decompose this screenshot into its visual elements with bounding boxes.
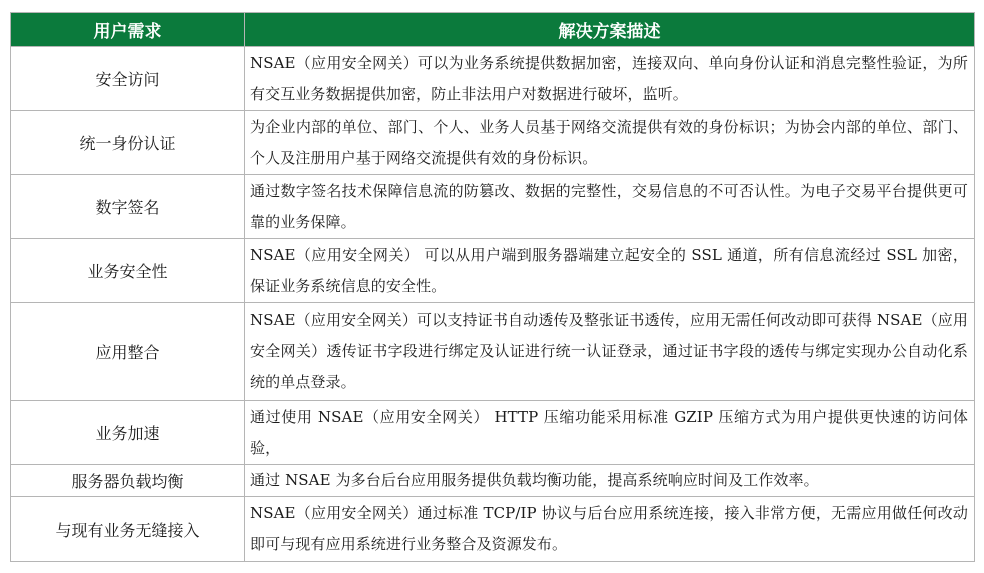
need-cell: 业务加速: [11, 401, 245, 465]
table-row: [11, 111, 975, 175]
need-cell: 业务安全性: [11, 239, 245, 303]
solution-cell: NSAE（应用安全网关）通过标准 TCP/IP 协议与后台应用系统连接，接入非常方便，无需应用做任何改动即可与现有应用系统进行业务整合及资源发布。: [245, 497, 975, 562]
need-cell: 数字签名: [11, 175, 245, 239]
need-cell: 安全访问: [11, 47, 245, 111]
solution-cell: 通过数字签名技术保障信息流的防篡改、数据的完整性，交易信息的不可否认性。为电子交易平台提供更可靠的业务保障。: [245, 175, 975, 239]
solution-cell: NSAE（应用安全网关）可以支持证书自动透传及整张证书透传，应用无需任何改动即可获得 NSAE（应用安全网关）透传证书字段进行绑定及认证进行统一认证登录，通过证书字段的透传与绑定实现办公自动化系统的单点登录。: [245, 303, 975, 401]
need-cell: 统一身份认证: [11, 111, 245, 175]
table-row: [11, 303, 975, 401]
header-user-need: 用户需求: [11, 13, 245, 47]
table-row: [11, 465, 975, 497]
table-row: [11, 239, 975, 303]
solution-cell: 通过 NSAE 为多台后台应用服务提供负载均衡功能，提高系统响应时间及工作效率。: [245, 465, 975, 497]
solution-cell: NSAE（应用安全网关） 可以从用户端到服务器端建立起安全的 SSL 通道，所有信息流经过 SSL 加密，保证业务系统信息的安全性。: [245, 239, 975, 303]
need-cell: 与现有业务无缝接入: [11, 497, 245, 562]
solution-cell: 为企业内部的单位、部门、个人、业务人员基于网络交流提供有效的身份标识；为协会内部的单位、部门、个人及注册用户基于网络交流提供有效的身份标识。: [245, 111, 975, 175]
table-row: [11, 401, 975, 465]
need-cell: 应用整合: [11, 303, 245, 401]
solution-cell: 通过使用 NSAE（应用安全网关） HTTP 压缩功能采用标准 GZIP 压缩方式为用户提供更快速的访问体验，: [245, 401, 975, 465]
table-row: [11, 175, 975, 239]
header-solution-description: 解决方案描述: [245, 13, 975, 47]
solution-cell: NSAE（应用安全网关）可以为业务系统提供数据加密，连接双向、单向身份认证和消息完整性验证，为所有交互业务数据提供加密，防止非法用户对数据进行破坏，监听。: [245, 47, 975, 111]
requirements-table: [10, 12, 975, 562]
need-cell: 服务器负载均衡: [11, 465, 245, 497]
table-row: [11, 497, 975, 562]
table-row: [11, 47, 975, 111]
table-header-row: [11, 13, 975, 47]
